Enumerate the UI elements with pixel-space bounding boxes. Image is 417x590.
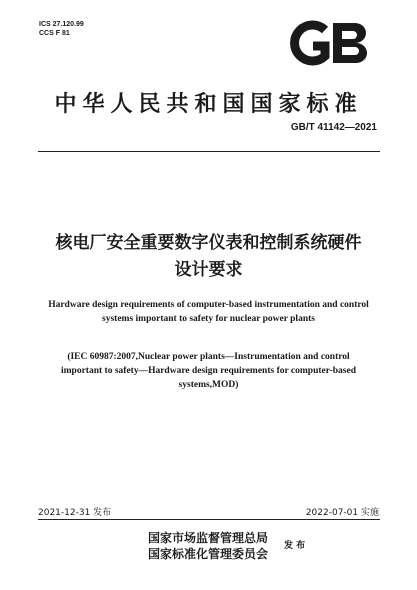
- chinese-title: [0, 230, 417, 284]
- english-title: [30, 298, 387, 326]
- iec-reference-line: (IEC 60987:2007,Nuclear power plants—Instrumentation and control: [67, 352, 350, 362]
- issue-label: 发 布: [284, 541, 306, 551]
- gb-logo-b-shape: [333, 23, 367, 63]
- english-title-line: Hardware design requirements of computer-based instrumentation and control: [48, 300, 369, 310]
- gb-logo-icon: [285, 18, 375, 68]
- issuer-name: 国家市场监督管理总局: [148, 531, 269, 545]
- bottom-divider: [38, 519, 380, 520]
- english-title-line: systems important to safety for nuclear power plants: [102, 314, 315, 324]
- ics-code: ICS 27.120.99: [39, 21, 84, 28]
- chinese-title-line: 核电厂安全重要数字仪表和控制系统硬件: [55, 233, 362, 253]
- iec-reference: [30, 350, 387, 392]
- top-divider: [38, 151, 380, 152]
- issuer-name: 国家标准化管理委员会: [148, 547, 269, 561]
- standard-number: GB/T 41142—2021: [290, 122, 377, 133]
- classification-codes: [39, 20, 84, 38]
- implementation-date: 2022-07-01 实施: [305, 508, 379, 518]
- chinese-title-line: 设计要求: [174, 260, 243, 280]
- issue-date: 2021-12-31 发布: [38, 508, 112, 518]
- standard-category-title: 中华人民共和国国家标准: [54, 92, 363, 117]
- iec-reference-line: systems,MOD): [178, 380, 239, 390]
- ccs-code: CCS F 81: [39, 30, 70, 37]
- gb-logo-g-shape: [295, 25, 325, 61]
- issuing-authorities: [148, 530, 268, 562]
- iec-reference-line: important to safety—Hardware design requirements for computer-based: [61, 366, 356, 376]
